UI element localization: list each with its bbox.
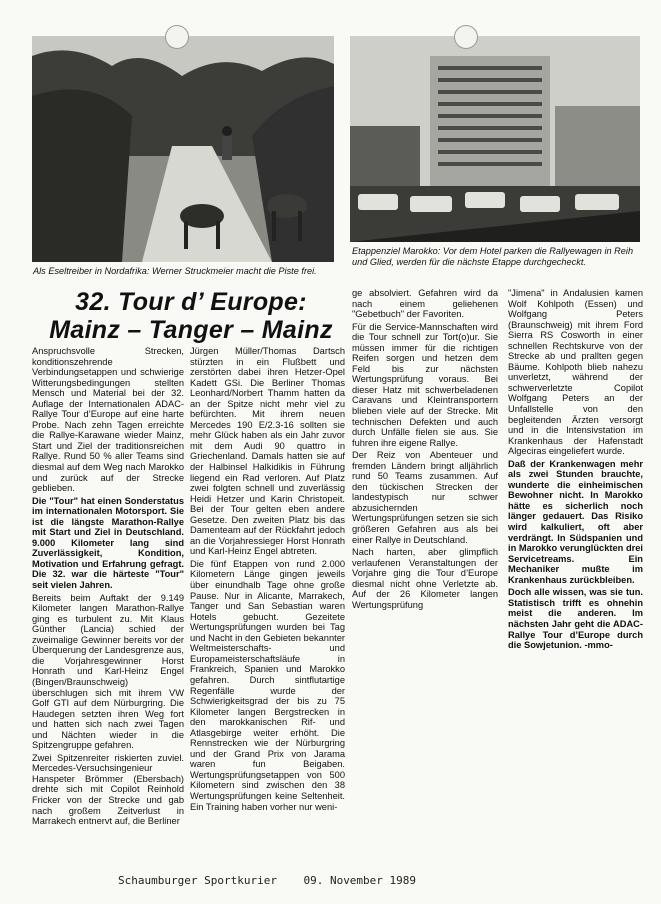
- footer-date: 09. November 1989: [303, 874, 417, 887]
- photo-left: [32, 36, 334, 262]
- photo-donkeys-road-icon: [32, 36, 334, 262]
- punch-hole-left: [165, 25, 189, 49]
- paragraph: Der Reiz von Abenteuer und fremden Ländern bringt alljährlich rund 50 Teams zusammen. Auf den tückischen Strecken der landestypisch nur schwer abzusichernden Wertungsprüfungen setzen sie sich größeren Gefahren aus als bei einer Rallye in Deutschland.: [352, 450, 498, 545]
- column-3: [352, 288, 498, 848]
- paragraph: Nach harten, aber glimpflich verlaufenen Veranstaltungen der Vorjahre ging die Tour d’Europe diesmal nicht ohne Verletzte ab. Auf der 26 Kilometer langen Wertungsprüfung: [352, 547, 498, 610]
- paragraph: Jürgen Müller/Thomas Dartsch stürzten in ein Flußbett und zerstörten dabei ihren Hetzer-Opel Kadett GSi. Die Berliner Thomas Leonhard/Norbert Thamm hatten da an der Spitze nicht mehr viel zu befürchten. Mit ihrem neuen Mercedes 190 E/2.3-16 sollten sie mehr Glück haben als ein Jahr zuvor mit dem Audi 90 quattro in Griechenland. Damals hatten sie auf der Halbinsel Halkidikis in Führung liegend ein Rad verloren. Auf Platz zwei folgten schnell und zuverlässig Heidi Hetzer und Karin Christopeit. Bei der Tour gelten eben andere Gesetze. Den zweiten Platz bis das Damenteam auf der Rückfahrt jedoch an die Vorjahressieger Horst Honrath und Karl-Heinz Engel abtreten.: [190, 346, 345, 557]
- paragraph: Bereits beim Auftakt der 9.149 Kilometer langen Marathon-Rallye ging es turbulent zu. Mit Klaus Günther (Lancia) schied der zweimalige Gewinner bereits vor der Überquerung der Landesgrenze aus, die Vorjahresgewinner Horst Honrath und Karl-Heinz Engel (Bingen/Braunschweig) überschlugen sich mit ihrem VW Golf GTI auf dem Nürburgring. Die Haudegen setzten ihren Weg fort und hatten sich nach zwei Tagen und Nächten wieder in die Spitzengruppe gefahren.: [32, 592, 184, 751]
- column-2: [190, 346, 345, 866]
- footer: [118, 874, 538, 887]
- paragraph: Doch alle wissen, was sie tun. Statistisch trifft es ohnehin meist die anderen. Im nächsten Jahr geht die ADAC-Rallye Tour d’Europe durch die Sowjetunion. -mmo-: [508, 587, 643, 651]
- paragraph: Für die Service-Mannschaften wird die Tour schnell zur Tort(o)ur. Sie müssen immer für die richtigen Reifen sorgen und hetzen dem Feld bis zur nächsten Wertungsprüfung voraus. Bei dieser Hatz mit schwerbeladenen Caravans und Kleintransportern blieben viele auf der Strecke. Mit technischen Defekten und auch durch Unfälle fielen sie aus. Sie fuhren ihre eigene Rallye.: [352, 321, 498, 448]
- photo-right-caption: Etappenziel Marokko: Vor dem Hotel parken die Rallyewagen in Reih und Glied, werden für die nächste Etappe durchgecheckt.: [352, 246, 634, 267]
- photo-right: [350, 36, 640, 242]
- paragraph: Die fünf Etappen von rund 2.000 Kilometern Länge gingen jeweils über einundhalb Tage ohne große Pause. Nur in Alicante, Marrakech, Tanger und San Sebastian waren Hotels gebucht. Gezeitete Wertungsprüfungen wurden bei Tag und Nacht in den Gebieten bekannter Weltmeisterschafts- und Europameisterschaftsläufe in Frankreich, Spanien und Marokko gefahren. Durch sintflutartige Regenfälle wurde der Schwierigkeitsgrad der bis zu 75 Kilometer langen Bergstrecken in den marokkanischen Rif- und Atlasgebirge weiter erhöht. Die Rennstrecken wie der Nürburgring und der Grand Prix von Jarama waren fun Beigaben. Wertungsprüfungsetappen von 500 Kilometern sind zwischen den 38 Wertungsprüfungen keine Seltenheit. Ein Training haben vorher nur weni-: [190, 558, 345, 812]
- photo-hotel-parking-icon: [350, 36, 640, 242]
- headline-line-2: Mainz – Tanger – Mainz: [49, 316, 333, 344]
- paragraph: Anspruchsvolle Strecken, konditionszehrende Verbindungsetappen und schwierige Witterungsbedingungen stellten Mensch und Material bei der 32. Auflage der Internationalen ADAC-Rallye Tour d’Europe auf eine harte Probe. Nach zehn Tagen erreichte die Rallye-Karawane wieder Mainz, Start und Ziel der traditionsreichen Rallye. Rund 50 % aller Teams sind diesmal auf dem Weg nach Marokko und zurück auf der Strecke geblieben.: [32, 346, 184, 494]
- paragraph: Daß der Krankenwagen mehr als zwei Stunden brauchte, wunderte die einheimischen Bewohner nicht. In Marokko hätte es sicherlich noch länger gedauert. Das Risiko wird kalkuliert, oft aber verdrängt. In Südspanien und in Marokko verunglückten drei Servicetreams. Ein Mechaniker mußte im Krankenhaus zurückbleiben.: [508, 458, 643, 585]
- punch-hole-right: [454, 25, 478, 49]
- photo-left-caption: Als Eseltreiber in Nordafrika: Werner Struckmeier macht die Piste frei.: [33, 266, 317, 276]
- footer-publication: Schaumburger Sportkurier: [118, 874, 277, 887]
- paragraph: Die "Tour" hat einen Sonderstatus im internationalen Motorsport. Sie ist die längste Marathon-Rallye mit Start und Ziel in Deutschland. 9.000 Kilometer lang sind Zuverlässigkeit, Kondition, Motivation und Erfahrung gefragt. Die 32. war die härteste "Tour" seit vielen Jahren.: [32, 495, 184, 591]
- paragraph: "Jimena" in Andalusien kamen Wolf Kohlpoth (Essen) und Wolfgang Peters (Braunschweig) mit ihrem Ford Sierra RS Cosworth in einer schnellen Rechtskurve von der Strecke ab und prallten gegen Bäume. Kohlpoth blieb nahezu unverletzt, während der schwerverletzte Copilot Wolfgang Peters an der Unfallstelle von den begleitenden Ärzten versorgt und in die Intensivstation im Krankenhaus der Hafenstadt Algeciras eingeliefert wurde.: [508, 288, 643, 457]
- paragraph: ge absolviert. Gefahren wird da nach einem geliehenen "Gebetbuch" der Favoriten.: [352, 288, 498, 320]
- paragraph: Zwei Spitzenreiter riskierten zuviel. Mercedes-Versuchsingenieur Hanspeter Brömmer (Ebersbach) drehte sich mit Copilot Reinhold Fricker von der Strecke und gab nach großem Zeitverlust in Marrakech entnervt auf, die Berliner: [32, 752, 184, 827]
- headline: [30, 288, 352, 344]
- column-1: [32, 346, 184, 866]
- column-4: [508, 288, 643, 848]
- headline-line-1: 32. Tour d’ Europe:: [75, 288, 307, 316]
